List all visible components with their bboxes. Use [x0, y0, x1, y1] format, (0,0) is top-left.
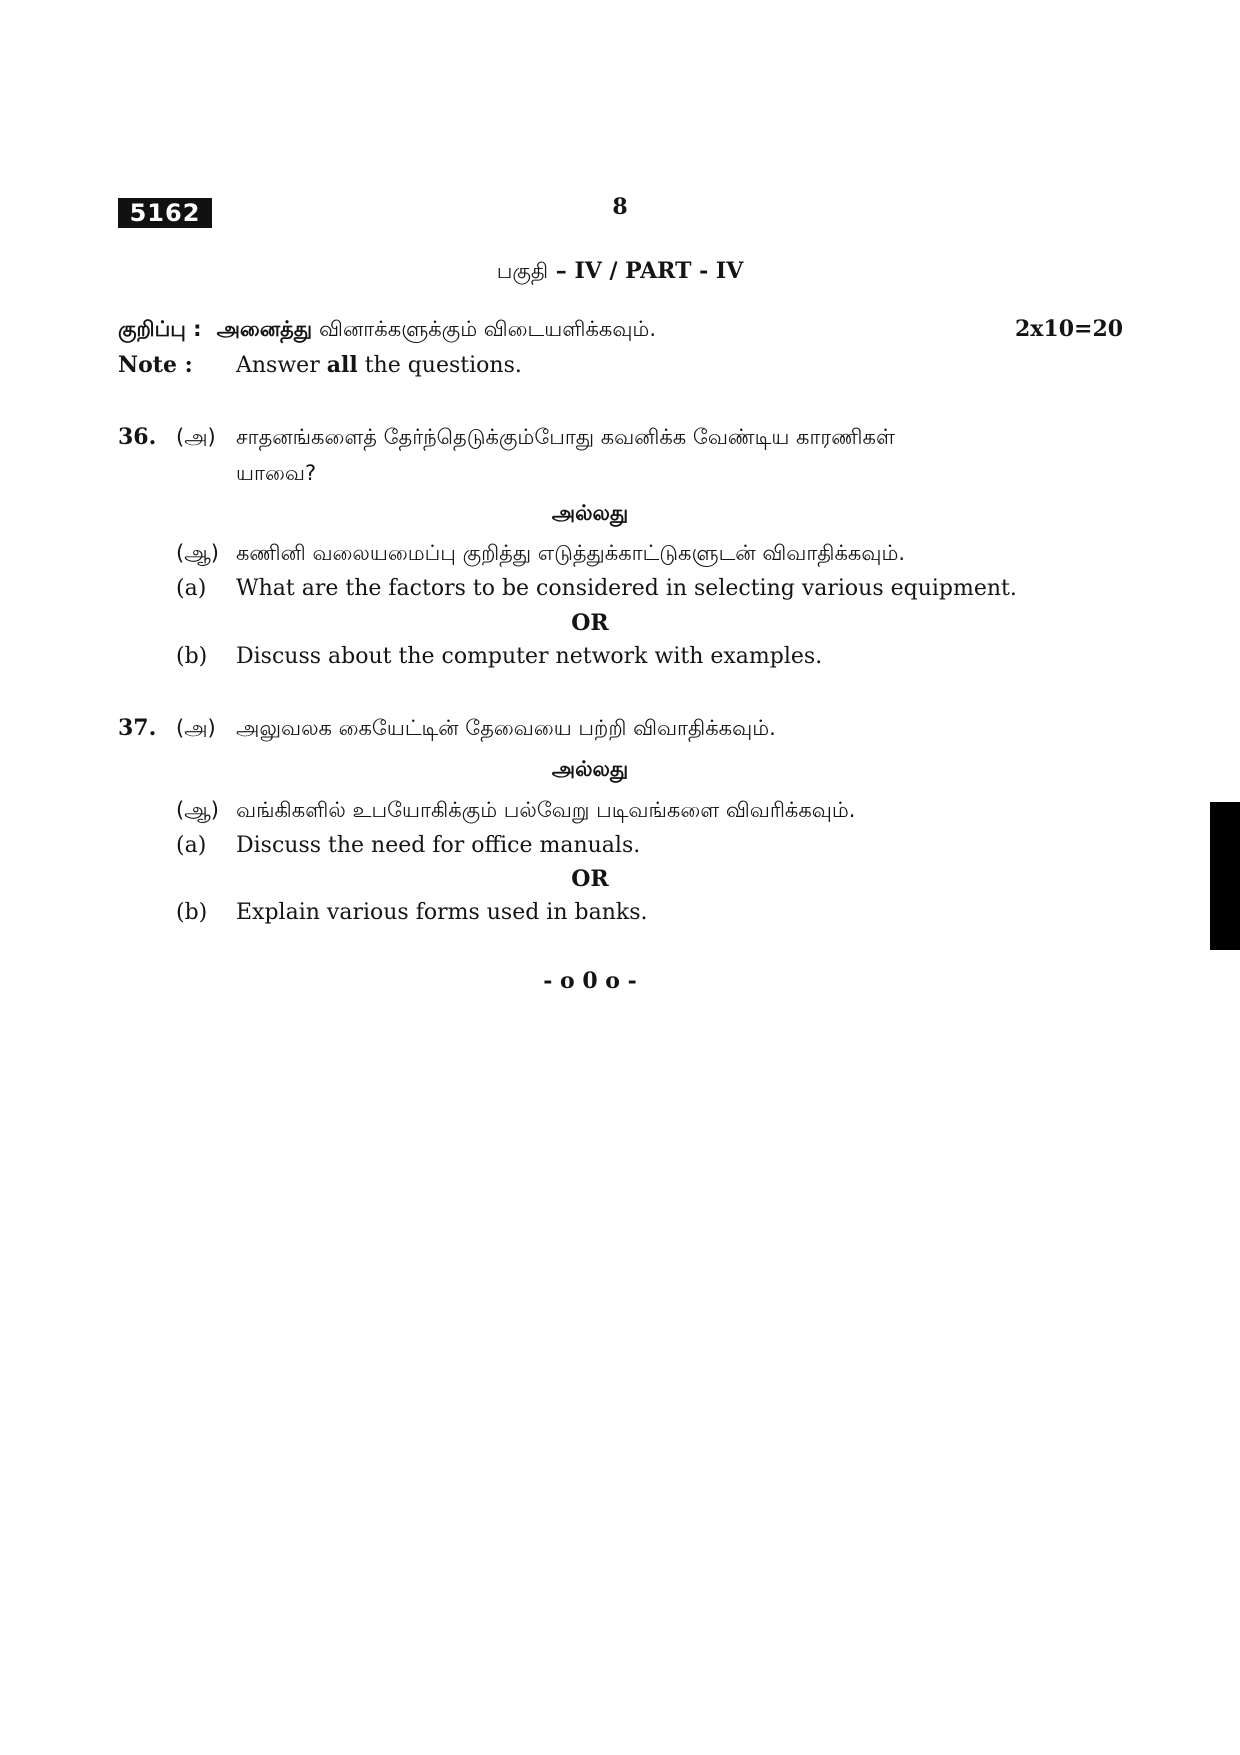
or-english: OR [571, 866, 609, 892]
instruction-english-bold: all [326, 352, 358, 378]
part-title [0, 258, 1240, 286]
instruction-tamil-label: குறிப்பு : [118, 317, 202, 341]
instruction-english-label: Note : [118, 352, 193, 378]
option-a-tamil-marker: (அ) [176, 716, 216, 740]
option-a-marker: (a) [176, 833, 207, 858]
option-a-tamil-marker: (அ) [176, 425, 216, 449]
end-mark: - o 0 o - [543, 968, 637, 994]
instruction-tamil-text: வினாக்களுக்கும் விடையளிக்கவும். [319, 317, 657, 341]
page-number: 8 [612, 194, 628, 220]
instruction-english-text [236, 350, 522, 381]
option-b-tamil-marker: (ஆ) [176, 798, 219, 822]
option-a-english: Discuss the need for office manuals. [236, 833, 641, 858]
option-b-tamil-text: கணினி வலையமைப்பு குறித்து எடுத்துக்காட்டுகளுடன் விவாதிக்கவும். [236, 541, 906, 565]
option-a-english: What are the factors to be considered in selecting various equipment. [236, 576, 1017, 601]
instruction-tamil-row [118, 314, 656, 345]
or-tamil: அல்லது [551, 501, 629, 525]
instruction-tamil-bold: அனைத்து [216, 317, 313, 341]
option-b-marker: (b) [176, 900, 208, 925]
option-b-english: Discuss about the computer network with examples. [236, 644, 823, 669]
question-number: 36. [118, 424, 157, 450]
part-title-tamil: பகுதி [496, 259, 549, 283]
page-edge-tab [1210, 802, 1240, 950]
marks-allocation: 2x10=20 [1015, 316, 1124, 342]
paper-code-badge: 5162 [118, 198, 212, 228]
option-b-tamil-marker: (ஆ) [176, 541, 219, 565]
part-title-english: PART - IV [625, 258, 744, 284]
option-b-tamil-text: வங்கிகளில் உபயோகிக்கும் பல்வேறு படிவங்களை விவரிக்கவும். [236, 798, 856, 822]
question-number: 37. [118, 715, 157, 741]
part-title-dash: – [548, 258, 575, 284]
option-b-english: Explain various forms used in banks. [236, 900, 648, 925]
or-english: OR [571, 610, 609, 636]
part-title-sep: / [601, 258, 626, 284]
option-a-tamil-text-cont: யாவை? [236, 461, 317, 485]
option-a-tamil-text: சாதனங்களைத் தேர்ந்தெடுக்கும்போது கவனிக்க வேண்டிய காரணிகள் [236, 425, 895, 449]
option-a-tamil-text: அலுவலக கையேட்டின் தேவையை பற்றி விவாதிக்கவும். [236, 716, 776, 740]
instruction-english-post: the questions. [364, 353, 522, 378]
or-tamil: அல்லது [551, 757, 629, 781]
option-b-marker: (b) [176, 644, 208, 669]
option-a-marker: (a) [176, 576, 207, 601]
instruction-english-pre: Answer [236, 353, 320, 378]
part-title-roman: IV [574, 258, 602, 284]
